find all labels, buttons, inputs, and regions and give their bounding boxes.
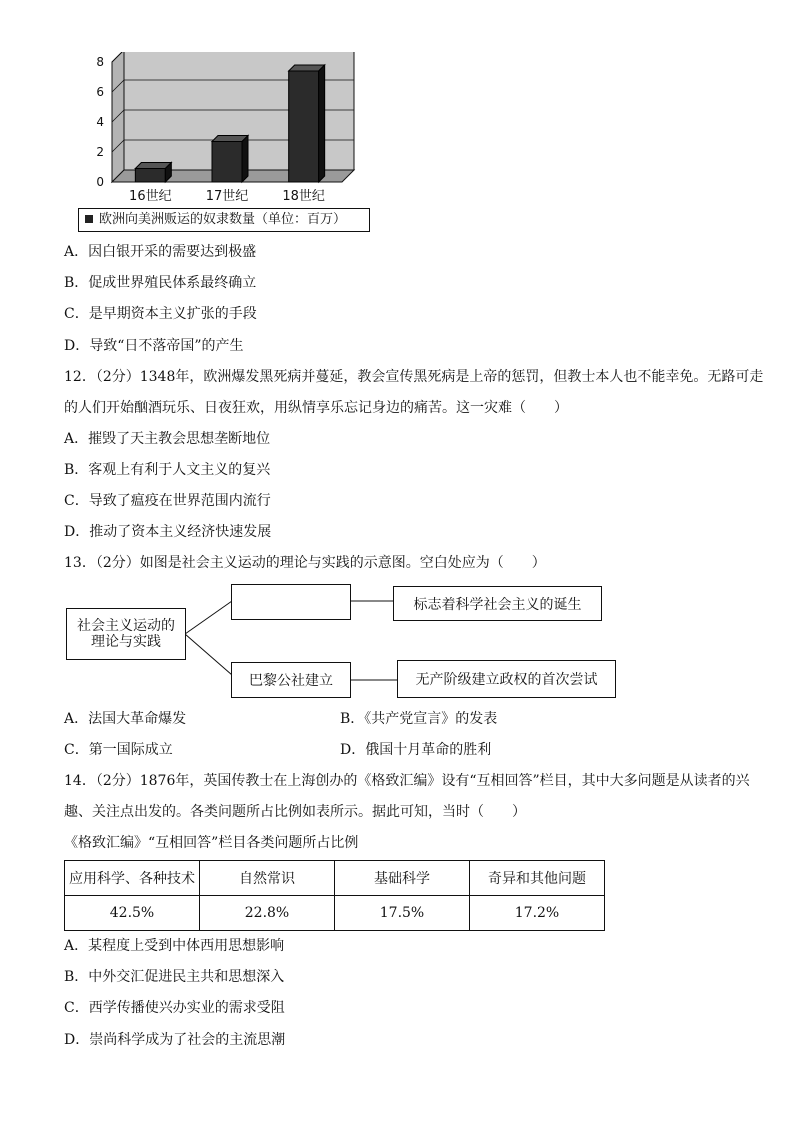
plot-side-wall: [112, 52, 124, 182]
q13-option-d: D．俄国十月革命的胜利: [340, 742, 492, 758]
q14-stem-line1: 14．（2分）1876年，英国传教士在上海创办的《格致汇编》设有“互相回答”栏目，其中大多问题是从读者的兴: [64, 773, 750, 789]
q13-root-box: [66, 608, 186, 660]
q13-option-a: A．法国大革命爆发: [64, 711, 187, 727]
q13-top-note-box: [393, 586, 602, 621]
q12-option-a: A．摧毁了天主教会思想垄断地位: [64, 431, 271, 447]
y-tick-label: 0: [96, 175, 104, 189]
table-header-cell: 自然常识: [200, 861, 335, 896]
x-tick-label: 18世纪: [282, 189, 325, 202]
q12-option-d: D．推动了资本主义经济快速发展: [64, 524, 272, 540]
bar-side: [319, 65, 325, 182]
q13-option-c: C．第一国际成立: [64, 742, 173, 758]
q13-bottom-box: [231, 662, 351, 698]
q11-option-c: C．是早期资本主义扩张的手段: [64, 306, 257, 322]
table-cell: 17.5%: [335, 896, 470, 931]
q12-stem-line2: 的人们开始酗酒玩乐、日夜狂欢，用纵情享乐忘记身边的痛苦。这一灾难（ ）: [64, 400, 568, 416]
q13-bottom-note-box: [397, 660, 616, 698]
x-tick-label: 16世纪: [129, 189, 172, 202]
q11-option-a: A．因白银开采的需要达到极盛: [64, 244, 257, 260]
q14-table-title: 《格致汇编》“互相回答”栏目各类问题所占比例: [64, 835, 359, 851]
q14-option-a: A．某程度上受到中体西用思想影响: [64, 938, 285, 954]
q13-top-note: 标志着科学社会主义的诞生: [413, 596, 582, 613]
table-header-row: [65, 861, 605, 896]
y-tick-label: 8: [96, 55, 104, 69]
q12-option-c: C．导致了瘟疫在世界范围内流行: [64, 493, 271, 509]
q11-option-b: B．促成世界殖民体系最终确立: [64, 275, 257, 291]
q14-stem-line2: 趣、关注点出发的。各类问题所占比例如表所示。据此可知，当时（ ）: [64, 804, 526, 820]
q13-root-label: 社会主义运动的理论与实践: [77, 618, 175, 650]
table-cell: 22.8%: [200, 896, 335, 931]
q13-bottom-note: 无产阶级建立政权的首次尝试: [415, 672, 598, 688]
q12-stem-line1: 12．（2分）1348年，欧洲爆发黑死病并蔓延，教会宣传黑死病是上帝的惩罚，但教士本人也不能幸免。无路可走: [64, 369, 764, 385]
legend-label: 欧洲向美洲贩运的奴隶数量（单位：百万）: [99, 212, 347, 227]
slave-trade-bar-chart: [88, 52, 368, 202]
q13-stem: 13．（2分）如图是社会主义运动的理论与实践的示意图。空白处应为（ ）: [64, 555, 546, 571]
x-tick-label: 17世纪: [205, 189, 249, 202]
bar-front: [212, 142, 242, 183]
y-tick-label: 6: [96, 85, 104, 99]
table-header-cell: 基础科学: [335, 861, 470, 896]
table-header-cell: 应用科学、各种技术: [65, 861, 200, 896]
q14-option-b: B．中外交汇促进民主共和思想深入: [64, 969, 285, 985]
q13-bottom-label: 巴黎公社建立: [249, 673, 333, 689]
q13-option-b: B．《共产党宣言》的发表: [340, 711, 498, 727]
bar-side: [242, 136, 248, 183]
q14-option-d: D．崇尚科学成为了社会的主流思潮: [64, 1032, 286, 1048]
table-cell: 42.5%: [65, 896, 200, 931]
table-header-cell: 奇异和其他问题: [470, 861, 605, 896]
q13-blank-box: [231, 584, 351, 620]
table-cell: 17.2%: [470, 896, 605, 931]
q14-table: [64, 860, 605, 931]
y-tick-label: 4: [96, 115, 104, 129]
q14-option-c: C．西学传播使兴办实业的需求受阻: [64, 1000, 285, 1016]
q11-option-d: D．导致“日不落帝国”的产生: [64, 338, 244, 354]
legend-swatch: [85, 215, 93, 223]
bar-front: [289, 71, 319, 182]
q12-option-b: B．客观上有利于人文主义的复兴: [64, 462, 271, 478]
chart-legend: [78, 208, 370, 232]
bar-front: [135, 169, 165, 183]
table-row: [65, 896, 605, 931]
y-tick-label: 2: [96, 145, 104, 159]
